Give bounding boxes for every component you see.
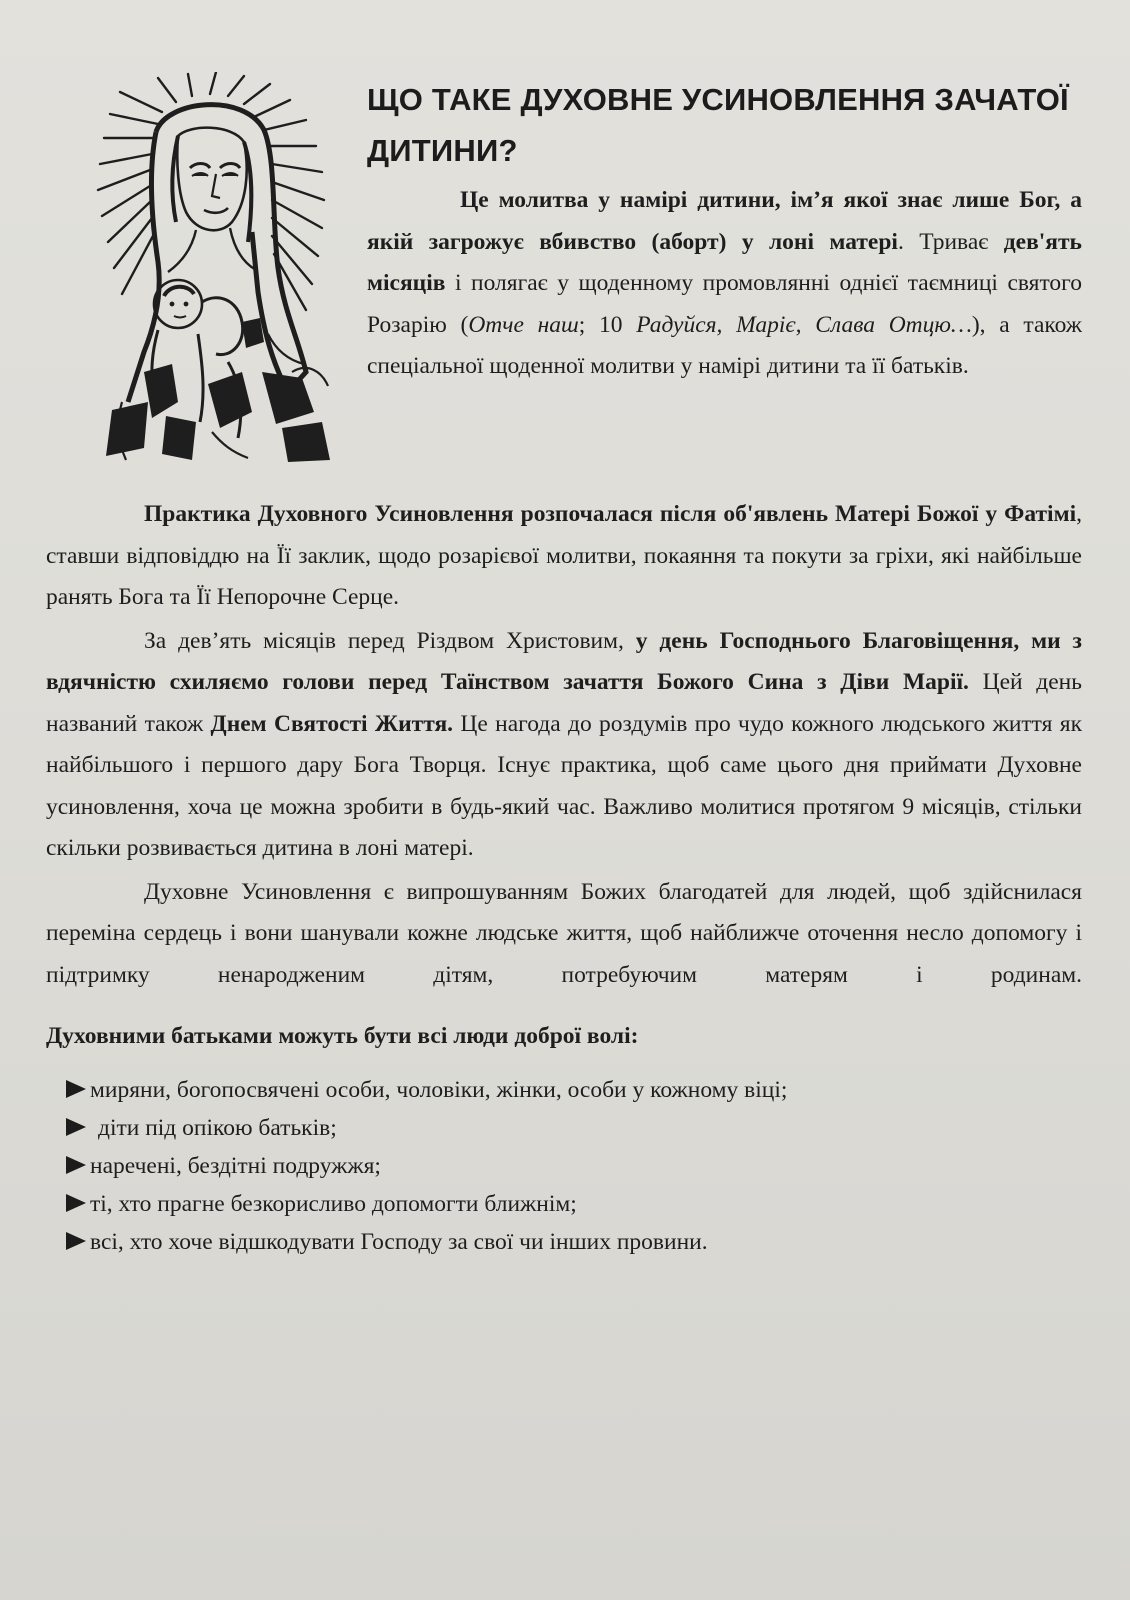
intro-text-3: ; 10 <box>578 311 637 338</box>
body-section <box>46 494 1082 996</box>
list-item <box>66 1109 1082 1147</box>
list-item-text: миряни, богопосвячені особи, чоловіки, жінки, особи у кожному віці; <box>90 1077 788 1103</box>
intro-text-2: і полягає у щоденному промовлянні однієї таємниці святого Розарію ( <box>367 270 1082 338</box>
list-item <box>66 1223 1082 1261</box>
madonna-and-child-illustration <box>92 72 342 464</box>
intro-bold-duration: дев'ять місяців <box>367 228 1082 296</box>
intro-text-4: ), а також спеціальної щоденної молитви у намірі дитини та її батьків. <box>367 311 1083 379</box>
feast-paragraph <box>46 621 1082 870</box>
list-item <box>66 1071 1082 1109</box>
feast-text-1: За дев’ять місяців перед Різдвом Христовим, <box>144 627 636 654</box>
intro-column <box>367 66 1082 464</box>
header-section <box>46 0 1082 464</box>
feast-text-3: Це нагода до роздумів про чудо кожного людського життя як найбільшого і першого дару Бога Творця. Існує практика, щоб саме цього дня приймати Духовне усиновлення, хоча це можна зробити в будь-який час. Важливо молитися протягом 9 місяців, стільки скільки розвивається дитина в лоні матері. <box>46 710 1082 861</box>
list-item-text: діти під опікою батьків; <box>98 1115 337 1141</box>
list-item-text: ті, хто прагне безкорисливо допомогти ближнім; <box>90 1191 577 1217</box>
spiritual-parents-list <box>46 1071 1082 1261</box>
list-item-text: всі, хто хоче відшкодувати Господу за свої чи інших провини. <box>90 1229 708 1255</box>
purpose-paragraph <box>46 872 1082 997</box>
intro-text-1: . Триває <box>897 228 1004 255</box>
feast-bold-2: Днем Святості Життя. <box>210 710 454 737</box>
page-title: ЩО ТАКЕ ДУХОВНЕ УСИНОВЛЕННЯ ЗАЧАТОЇ ДИТИНИ? <box>367 82 1069 168</box>
list-item-text: наречені, бездітні подружжя; <box>90 1153 381 1179</box>
origin-bold-lead: Практика Духовного Усиновлення розпочалася після об'явлень Матері Божої у Фатімі <box>144 501 1077 527</box>
list-item <box>66 1185 1082 1223</box>
madonna-sketch-icon <box>92 72 342 464</box>
purpose-text: Духовне Усиновлення є випрошуванням Божих благодатей для людей, щоб здійснилася переміна сердець і вони шанували кожне людське життя, щоб найближче оточення несло допомогу і підтримку ненародженим дітям, потребуючим матерям і родинам. <box>46 878 1082 988</box>
triangle-right-icon <box>66 1156 86 1174</box>
list-item <box>66 1147 1082 1185</box>
triangle-right-icon <box>66 1194 86 1212</box>
spiritual-parents-heading: Духовними батьками можуть бути всі люди доброї волі: <box>46 1023 639 1049</box>
intro-italic-prayer-1: Отче наш <box>468 311 579 338</box>
intro-italic-prayer-2: Радуйся, Маріє, Слава Отцю… <box>636 311 972 338</box>
origin-text: , ставши відповіддю на Її заклик, щодо розарієвої молитви, покаяння та покути за гріхи, які найбільше ранять Бога та Її Непорочне Серце. <box>46 501 1082 610</box>
triangle-right-icon <box>66 1232 86 1250</box>
triangle-right-icon <box>66 1080 86 1098</box>
intro-paragraph <box>367 180 1082 388</box>
intro-bold-lead: Це молитва у намірі дитини, ім’я якої знає лише Бог, а якій загрожує вбивство (аборт) у лоні матері <box>367 187 1082 255</box>
feast-bold-1: у день Господнього Благовіщення, ми з вдячністю схиляємо голови перед Таїнством зачаття Божого Сина з Діви Марії. <box>46 627 1082 695</box>
origin-paragraph <box>46 494 1082 619</box>
feast-text-2: Цей день названий також <box>46 669 1082 737</box>
triangle-right-icon <box>66 1118 86 1136</box>
